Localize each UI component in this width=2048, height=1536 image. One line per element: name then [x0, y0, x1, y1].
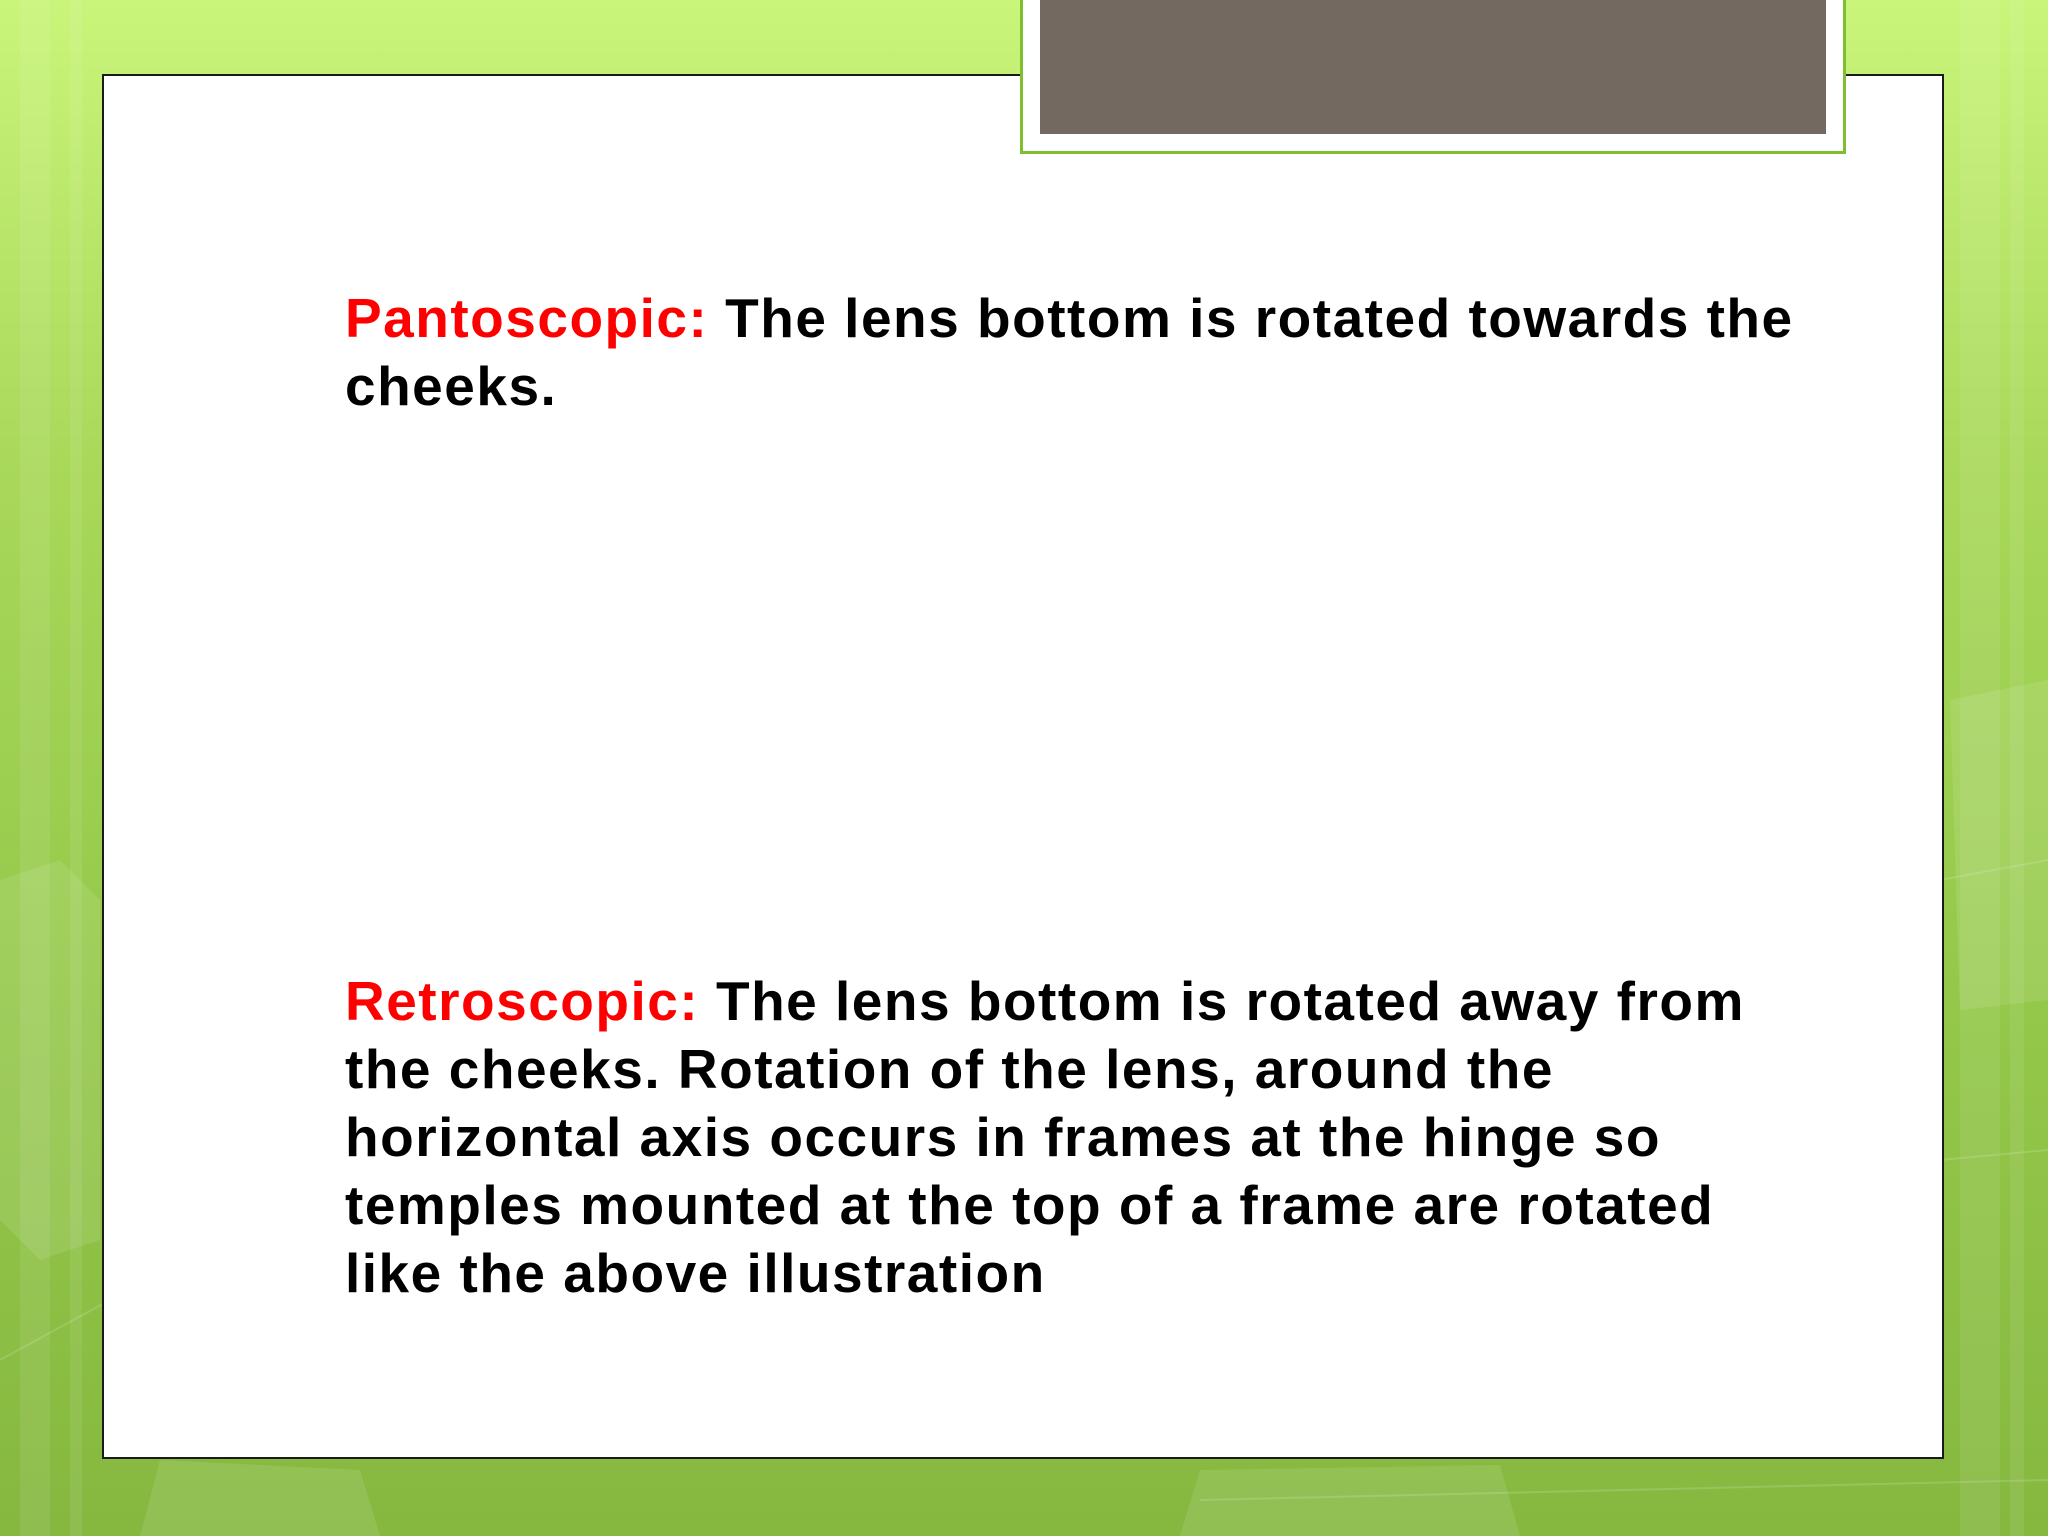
- retroscopic-term: Retroscopic:: [345, 970, 700, 1032]
- retroscopic-paragraph: [345, 967, 1815, 1307]
- pantoscopic-paragraph: [345, 284, 1815, 420]
- title-placeholder: [1040, 0, 1826, 134]
- pantoscopic-term: Pantoscopic:: [345, 287, 709, 349]
- retroscopic-definition: The lens bottom is rotated away from the cheeks. Rotation of the lens, around the horizontal axis occurs in frames at the hinge so temples mounted at the top of a frame are rotated like the above illustration: [345, 970, 1745, 1304]
- pantoscopic-definition: The lens bottom is rotated towards the cheeks.: [345, 287, 1794, 417]
